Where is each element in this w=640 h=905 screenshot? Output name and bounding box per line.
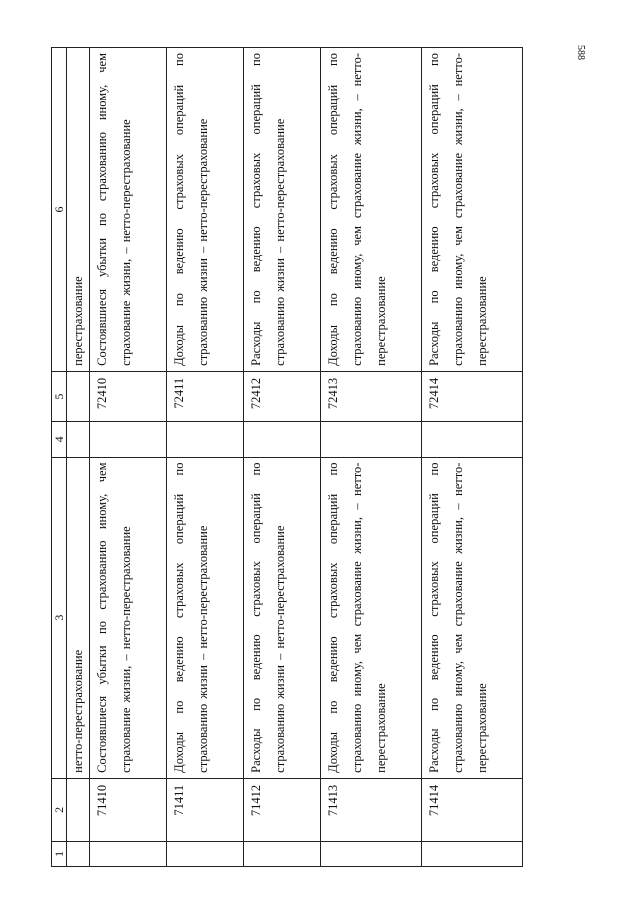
continuation-text-col3: нетто-перестрахование: [67, 457, 90, 778]
header-cell-3: 3: [52, 457, 67, 778]
header-cell-6: 6: [52, 48, 67, 372]
table-row: [167, 48, 244, 867]
account-description: Расходы по ведению страховых операций по страхованию жизни – нетто-перестрахование: [244, 457, 321, 778]
account-code: 71411: [167, 778, 244, 841]
table-row: [321, 48, 422, 867]
table-row: [90, 48, 167, 867]
header-cell-5: 5: [52, 371, 67, 421]
account-code: 71410: [90, 778, 167, 841]
header-cell-4: 4: [52, 422, 67, 457]
symbol-code: 72411: [167, 371, 244, 421]
symbol-code: 72413: [321, 371, 422, 421]
account-description: Доходы по ведению страховых операций по страхованию жизни – нетто-перестрахование: [167, 457, 244, 778]
account-description: Доходы по ведению страховых операций по страхованию иному, чем страхование жизни, – нетто-перестрахование: [321, 457, 422, 778]
table-row: [422, 48, 523, 867]
continuation-text-col6: перестрахование: [67, 48, 90, 372]
symbol-code: 72414: [422, 371, 523, 421]
account-code: 71414: [422, 778, 523, 841]
symbol-code: 72412: [244, 371, 321, 421]
account-description: Состоявшиеся убытки по страхованию иному, чем страхование жизни, – нетто-перестрахование: [90, 457, 167, 778]
account-description: Расходы по ведению страховых операций по страхованию иному, чем страхование жизни, – нетто-перестрахование: [422, 457, 523, 778]
symbol-description: Доходы по ведению страховых операций по страхованию иному, чем страхование жизни, – нетто-перестрахование: [321, 48, 422, 372]
rotated-table-frame: [51, 47, 586, 867]
col4-cell: [321, 422, 422, 457]
symbol-description: Доходы по ведению страховых операций по страхованию жизни – нетто-перестрахование: [167, 48, 244, 372]
table-header-row: [52, 48, 67, 867]
continuation-row: [67, 48, 90, 867]
account-code: 71413: [321, 778, 422, 841]
col4-cell: [167, 422, 244, 457]
page-number: 588: [575, 45, 586, 60]
header-cell-1: 1: [52, 841, 67, 866]
symbol-description: Расходы по ведению страховых операций по страхованию жизни – нетто-перестрахование: [244, 48, 321, 372]
col4-cell: [90, 422, 167, 457]
symbol-description: Расходы по ведению страховых операций по страхованию иному, чем страхование жизни, – нетто-перестрахование: [422, 48, 523, 372]
col4-cell: [244, 422, 321, 457]
symbol-description: Состоявшиеся убытки по страхованию иному, чем страхование жизни, – нетто-перестрахование: [90, 48, 167, 372]
symbol-code: 72410: [90, 371, 167, 421]
rotated-table-content: [51, 47, 586, 867]
accounts-table: [51, 47, 523, 867]
table-row: [244, 48, 321, 867]
account-code: 71412: [244, 778, 321, 841]
col4-cell: [422, 422, 523, 457]
header-cell-2: 2: [52, 778, 67, 841]
